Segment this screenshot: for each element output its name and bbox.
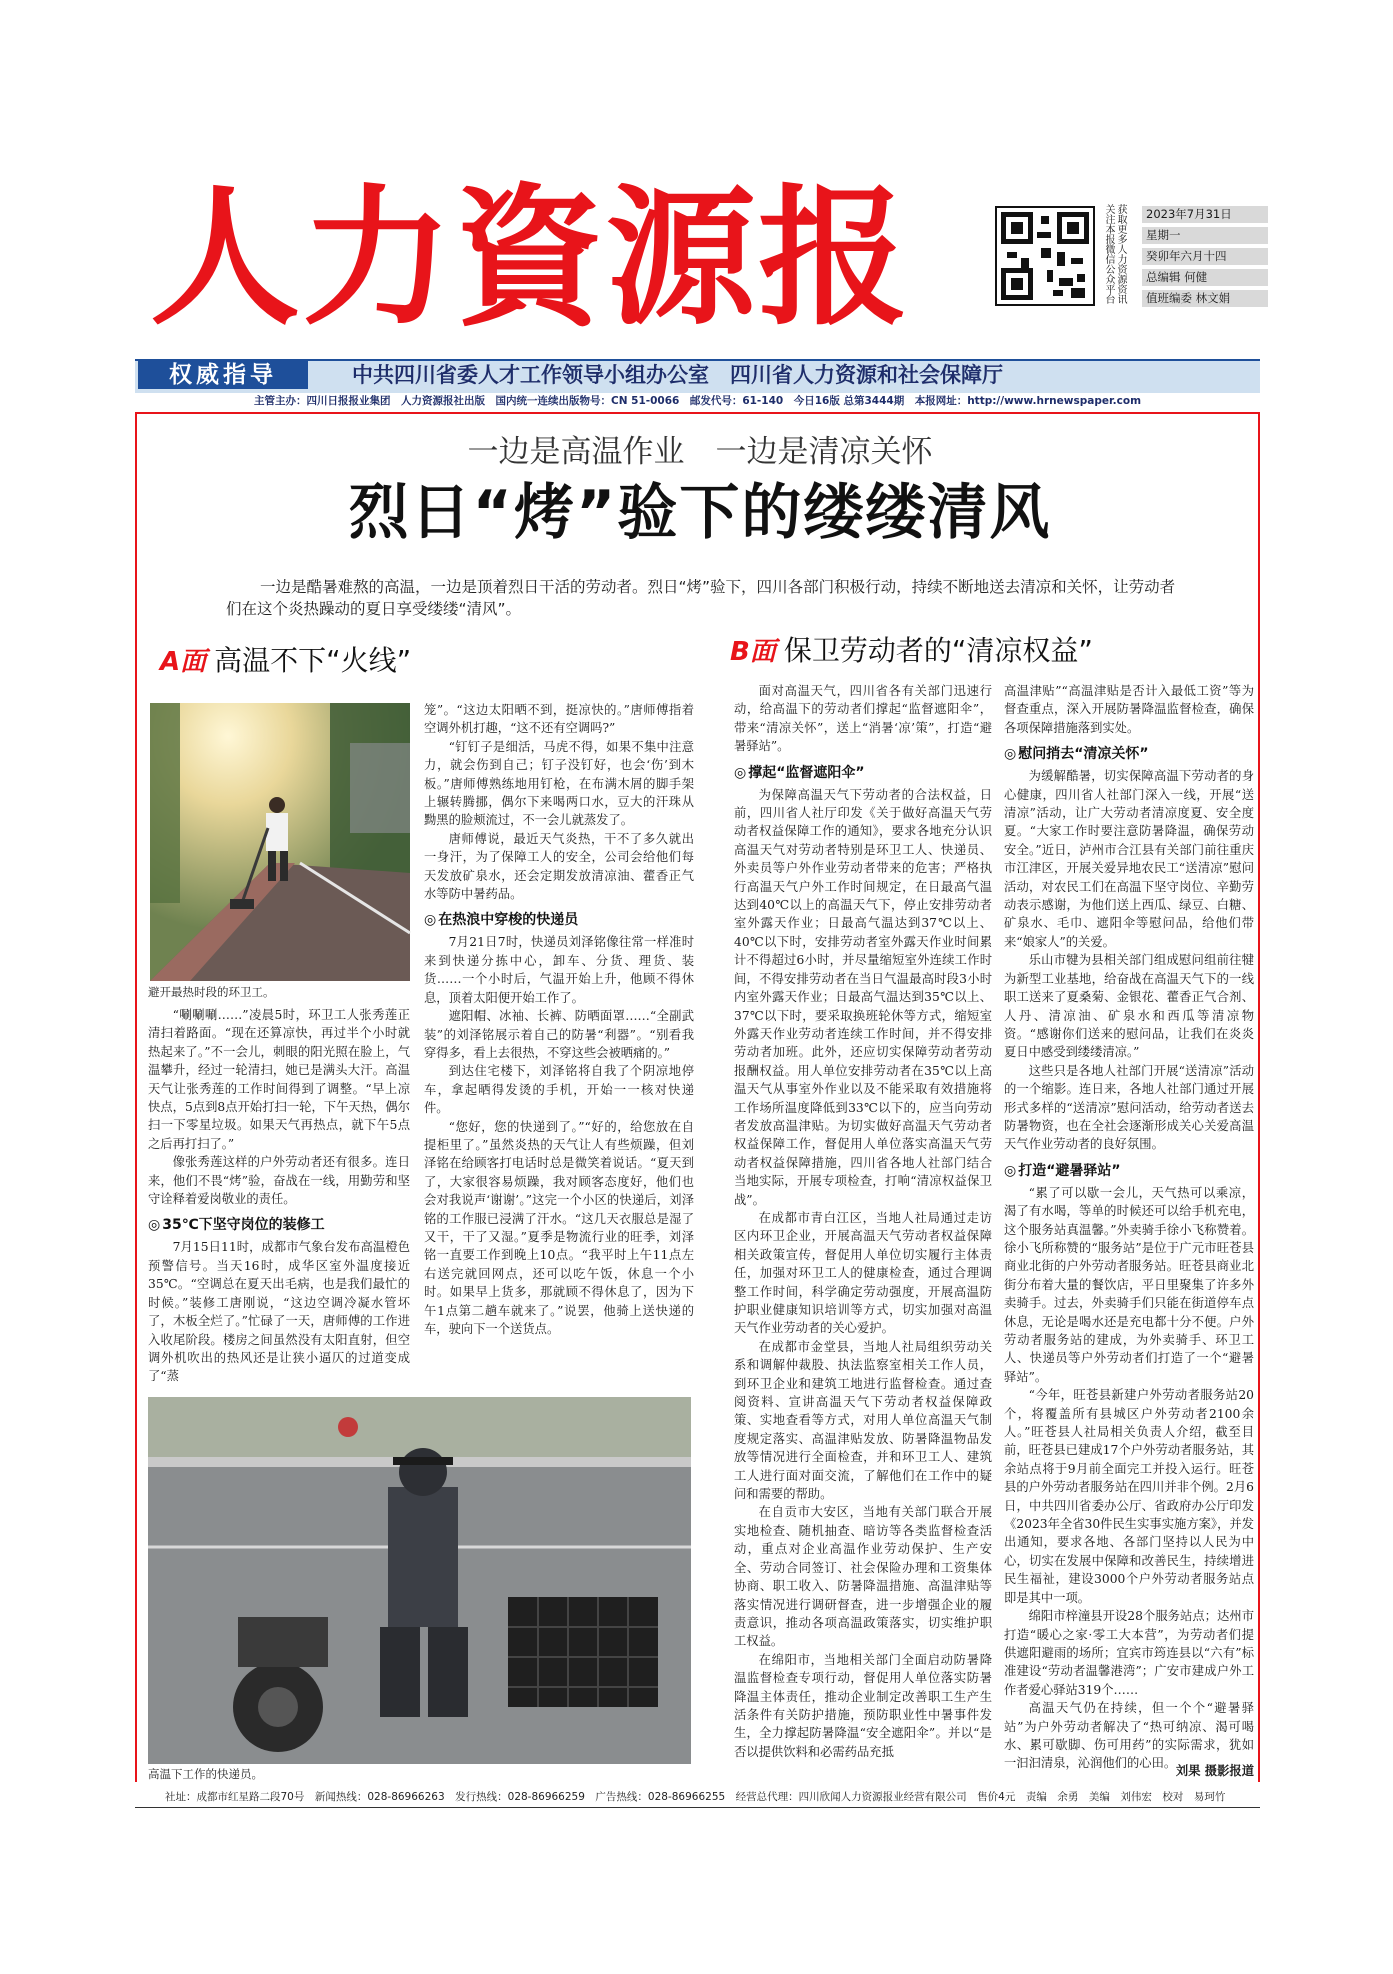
frame-rule-right [1258,412,1260,1782]
issue-weekday: 星期一 [1142,227,1268,244]
qr-caption: 获取更多人力资源资讯 关注本报微信公众平台 [1103,204,1126,304]
col4-para: 这些只是各地人社部门开展“送清凉”活动的一个缩影。连日来，各地人社部门通过开展形式多样的“送清凉”慰问活动，给劳动者送去防暑物资，也在全社会逐渐形成关心关爱高温天气作业劳动者的良好氛围。 [1004,1063,1254,1152]
col3-para: 在绵阳市，当地相关部门全面启动防暑降温监督检查专项行动，督促用人单位落实防暑降温主体责任，推动企业制定改善职工生产生活条件有关防护措施，预防职业性中暑事件发生，全力撑起防暑降温“安全遮阳伞”。并以“是否以提供饮料和必需药品充抵 [734,1652,992,1759]
col4-para: 乐山市犍为县相关部门组成慰问组前往犍为新型工业基地，给奋战在高温天气下的一线职工送来了夏桑菊、金银花、藿香正气合剂、人丹、清凉油、矿泉水和西瓜等清凉物资。“感谢你们送来的慰问品，让我们在炎炎夏日中感受到缕缕清凉。” [1004,953,1254,1060]
byline: 刘果 摄影报道 [1175,1763,1254,1778]
section-b-title: 保卫劳动者的“清凉权益” [783,634,1093,667]
section-b-heading [730,630,1210,672]
photo1-caption: 避开最热时段的环卫工。 [148,985,275,999]
issue-date: 2023年7月31日 [1142,206,1268,223]
column-1 [148,1006,410,1392]
guidance-label: 权威指导 [138,361,308,389]
col4-para: 高温津贴”“高温津贴是否计入最低工资”等为督查重点，深入开展防暑降温监督检查，确保各项保障措施落到实处。 [1004,684,1254,735]
guidance-orgs: 中共四川省委人才工作领导小组办公室 四川省人力资源和社会保障厅 [352,362,1003,387]
edition-info [1142,206,1268,311]
col1-para: 像张秀莲这样的户外劳动者还有很多。连日来，他们不畏“烤”验，奋战在一线，用勤劳和坚守诠释着爱岗敬业的责任。 [148,1155,410,1207]
col3-subheading: ◎ 撑起“监督遮阳伞” [734,762,992,784]
col2-para: 唐师傅说，最近天气炎热，干不了多久就出一身汗，为了保障工人的安全，公司会给他们每天发放矿泉水，还会定期发放清凉油、藿香正气水等防中暑药品。 [424,831,694,902]
publication-info: 主管主办：四川日报报业集团 人力资源报社出版 国内统一连续出版物号：CN 51-0066 邮发代号：61-140 今日16版 总第3444期 本报网址：http://www.hrnewspaper.com [253,395,1142,407]
col4-para: 高温天气仍在持续，但一个个“避暑驿站”为户外劳动者解决了“热可纳凉、渴可喝水、累可歇脚、伤可用药”的实际需求，犹如一汩汩清泉，沁润他们的心田。 [1004,1701,1254,1771]
col2-para: 遮阳帽、冰袖、长裤、防晒面罩……“全副武装”的刘泽铭展示着自己的防暑“利器”。“别看我穿得多，看上去很热，不穿这些会被晒痛的。” [424,1009,694,1060]
col2-para: “钉钉子是细活，马虎不得，如果不集中注意力，就会伤到自己；钉子没钉好，也会‘伤’到木板。”唐师傅熟练地用钉枪，在布满木屑的脚手架上辗转腾挪，偶尔下来喝两口水，豆大的汗珠从黝黑的脸颊流过，不一会儿就蒸发了。 [424,739,694,828]
col4-para: “累了可以歇一会儿，天气热可以乘凉，渴了有水喝，等单的时候还可以给手机充电，这个服务站真温馨。”外卖骑手徐小飞称赞着。徐小飞所称赞的“服务站”是位于广元市旺苍县商业北街的户外劳动者服务站。旺苍县商业北街分布着大量的餐饮店，平日里聚集了许多外卖骑手。过去，外卖骑手们只能在街道停车点休息，无论是喝水还是充电都十分不便。户外劳动者服务站的建成，为外卖骑手、环卫工人、快递员等户外劳动者们打造了一个“避暑驿站”。 [1004,1185,1254,1384]
col3-para: 在自贡市大安区，当地有关部门联合开展实地检查、随机抽查、暗访等各类监督检查活动，重点对企业高温作业劳动保护、生产安全、劳动合同签订、社会保险办理和工资集体协商、职工收入、防暑降温措施、高温津贴等落实情况进行调研督查，进一步增强企业的履责意识，推动各项高温政策落实，切实维护职工权益。 [734,1505,992,1649]
col1-subheading: ◎ 35℃下坚守岗位的装修工 [148,1214,410,1236]
chief-editor: 总编辑 何健 [1142,269,1268,286]
section-a-heading [160,640,560,682]
col2-para: “您好，您的快递到了。”“好的，给您放在自提柜里了。”虽然炎热的天气让人有些烦躁，但刘泽铭在给顾客打电话时总是微笑着说话。“夏天到了，大家很容易烦躁，我对顾客态度好，他们也会对我说声‘谢谢’。”这完一个小区的快递后，刘泽铭的工作服已浸满了汗水。“这几天衣服总是湿了又干，干了又湿。”夏季是物流行业的旺季，刘泽铭一直要工作到晚上10点。“我平时上午11点左右送完就回网点，还可以吃午饭，休息一个小时。如果早上货多，那就顾不得休息了，因为下午1点第二趟车就来了。”说罢，他骑上送快递的车，驶向下一个送货点。 [424,1119,694,1336]
footer-info: 社址：成都市红星路二段70号 新闻热线：028-86966263 发行热线：028-86966259 广告热线：028-86966255 经营总代理：四川欣闻人力资源报业经营有限公司 售价4元 责编 余勇 美编 刘伟宏 校对 易珂竹 [135,1786,1260,1808]
newspaper-title: 人力資源报 [150,170,911,346]
lunar-date: 癸卯年六月十四 [1142,248,1268,265]
section-b-tag: B面 [730,637,776,667]
column-2 [424,701,694,1389]
duty-editor: 值班编委 林文娟 [1142,290,1268,307]
lead-kicker: 一边是高温作业 一边是清凉关怀 [467,434,933,470]
col2-para: 笼”。“这边太阳晒不到，挺凉快的。”唐师傅指着空调外机打趣，“这不还有空调吗?” [424,703,694,736]
col4-para: 为缓解酷暑，切实保障高温下劳动者的身心健康，四川省人社部门深入一线，开展“送清凉”活动，让广大劳动者清凉度夏、安全度夏。“大家工作时要注意防暑降温，确保劳动安全。”近日，泸州市合江县有关部门前往重庆市江津区，开展关爱异地农民工“送清凉”慰问活动，对农民工们在高温下坚守岗位、辛勤劳动表示感谢，为他们送上西瓜、绿豆、白糖、矿泉水、毛巾、遮阳伞等慰问品，给他们带来“娘家人”的关爱。 [1004,769,1254,949]
frame-rule-top [135,412,1260,414]
photo-courier [148,1397,691,1764]
col4-para: 绵阳市梓潼县开设28个服务站点；达州市打造“暖心之家·零工大本营”，为劳动者们提供遮阳避雨的场所；宜宾市筠连县以“六有”标准建设“劳动者温馨港湾”；广安市建成户外工作者爱心驿站319个…… [1004,1609,1254,1697]
col3-para: 在成都市金堂县，当地人社局组织劳动关系和调解仲裁股、执法监察室相关工作人员，到环卫企业和建筑工地进行监督检查。通过查阅资料、宣讲高温天气下劳动者权益保障政策、实地查看等方式，对用人单位高温天气制度规定落实、高温津贴发放、防暑降温物品发放等情况进行全面检查，并和环卫工人、建筑工人进行面对面交流，了解他们在工作中的疑问和需要的帮助。 [734,1339,992,1502]
column-3 [734,682,992,1774]
col2-subheading: ◎ 在热浪中穿梭的快递员 [424,909,694,931]
qr-code[interactable] [995,206,1095,306]
lead-intro: 一边是酷暑难熬的高温，一边是顶着烈日干活的劳动者。烈日“烤”验下，四川各部门积极行动，持续不断地送去清凉和关怀，让劳动者们在这个炎热躁动的夏日享受缕缕“清风”。 [226,578,1176,618]
photo-street-sweeper [150,703,410,981]
lead-headline[interactable]: 烈日“烤”验下的缕缕清风 [348,478,1052,548]
frame-rule-left [135,412,137,1782]
col4-para: “今年，旺苍县新建户外劳动者服务站20个，将覆盖所有县城区户外劳动者2100余人。”旺苍县人社局相关负责人介绍，截至目前，旺苍县已建成17个户外劳动者服务站，其余站点将于9月前全面完工并投入运行。旺苍县的户外劳动者服务站在四川并非个例。2月6日，中共四川省委办公厅、省政府办公厅印发《2023年全省30件民生实事实施方案》，并发出通知，要求各地、各部门坚持以人民为中心，切实在发展中保障和改善民生，持续增进民生福祉，建设3000个户外劳动者服务站点即是其中一项。 [1004,1388,1254,1605]
photo2-caption: 高温下工作的快递员。 [148,1767,263,1781]
col3-para: 为保障高温天气下劳动者的合法权益，日前，四川省人社厅印发《关于做好高温天气劳动者权益保障工作的通知》，要求各地充分认识高温天气对劳动者特别是环卫工人、快递员、外卖员等户外作业劳动者带来的危害；严格执行高温天气户外工作时间规定，在日最高气温达到40℃以上的高温天气下，停止安排劳动者室外露天作业；日最高气温达到37℃以上、40℃以下时，安排劳动者室外露天作业时间累计不得超过6小时，并尽量缩短室外连续工作时间，不得安排劳动者在当日气温最高时段3小时内室外露天作业；日最高气温达到35℃以上、37℃以下时，要采取换班轮休等方式，缩短室外露天作业劳动者连续工作时间，并不得安排劳动者加班。此外，还应切实保障劳动者劳动报酬权益。用人单位安排劳动者在35℃以上高温天气从事室外作业以及不能采取有效措施将工作场所温度降低到33℃以下的，应当向劳动者发放高温津贴。为切实做好高温天气劳动者权益保障工作，督促用人单位落实高温天气劳动者权益保障措施，四川省各地人社部门结合当地实际，开展专项检查，打响“清凉权益保卫战”。 [734,787,992,1207]
col1-para: 7月15日11时，成都市气象台发布高温橙色预警信号。当天16时，成华区室外温度接近35℃。“空调总在夏天出毛病，也是我们最忙的时候。”装修工唐刚说，“这边空调冷凝水管坏了，木板全烂了。”忙碌了一天，唐师傅的工作进入收尾阶段。楼房之间虽然没有太阳直射，但空调外机吹出的热风还是让狭小逼仄的过道变成了“蒸 [148,1240,410,1384]
col3-para: 面对高温天气，四川省各有关部门迅速行动，给高温下的劳动者们撑起“监督遮阳伞”，带来“清凉关怀”，送上“消暑‘凉’策”，打造“避暑驿站”。 [734,684,992,754]
col4-subheading: ◎ 打造“避暑驿站” [1004,1160,1254,1182]
section-a-title: 高温不下“火线” [214,644,412,677]
col2-para: 到达住宅楼下，刘泽铭将自我了个阴凉地停车，拿起晒得发烫的手机，开始一一核对快递件。 [424,1064,694,1116]
section-a-tag: A面 [160,647,207,677]
col3-para: 在成都市青白江区，当地人社局通过走访区内环卫企业，开展高温天气劳动者权益保障相关政策宣传，督促用人单位切实履行主体责任，加强对环卫工人的健康检查，通过合理调整工作时间，科学确定劳动强度，开展高温防护职业健康知识培训等方式，切实加强对高温天气作业劳动者的关心爱护。 [734,1210,992,1336]
col4-subheading: ◎ 慰问捎去“清凉关怀” [1004,743,1254,765]
col1-para: “唰唰唰……”凌晨5时，环卫工人张秀莲正清扫着路面。“现在还算凉快，再过半个小时就热起来了。”不一会儿，刺眼的阳光照在脸上，气温攀升，经过一轮清扫，她已是满头大汗。高温天气让张秀莲的工作时间得到了调整。“早上凉快点，5点到8点开始打扫一轮，下午天热，偶尔扫一下零星垃圾。如果天气再热点，就下午5点之后再打扫了。” [148,1008,410,1151]
col2-para: 7月21日7时，快递员刘泽铭像往常一样准时来到快递分拣中心，卸车、分货、理货、装货……一个小时后，气温开始上升，他顾不得休息，顶着太阳便开始工作了。 [424,935,694,1005]
